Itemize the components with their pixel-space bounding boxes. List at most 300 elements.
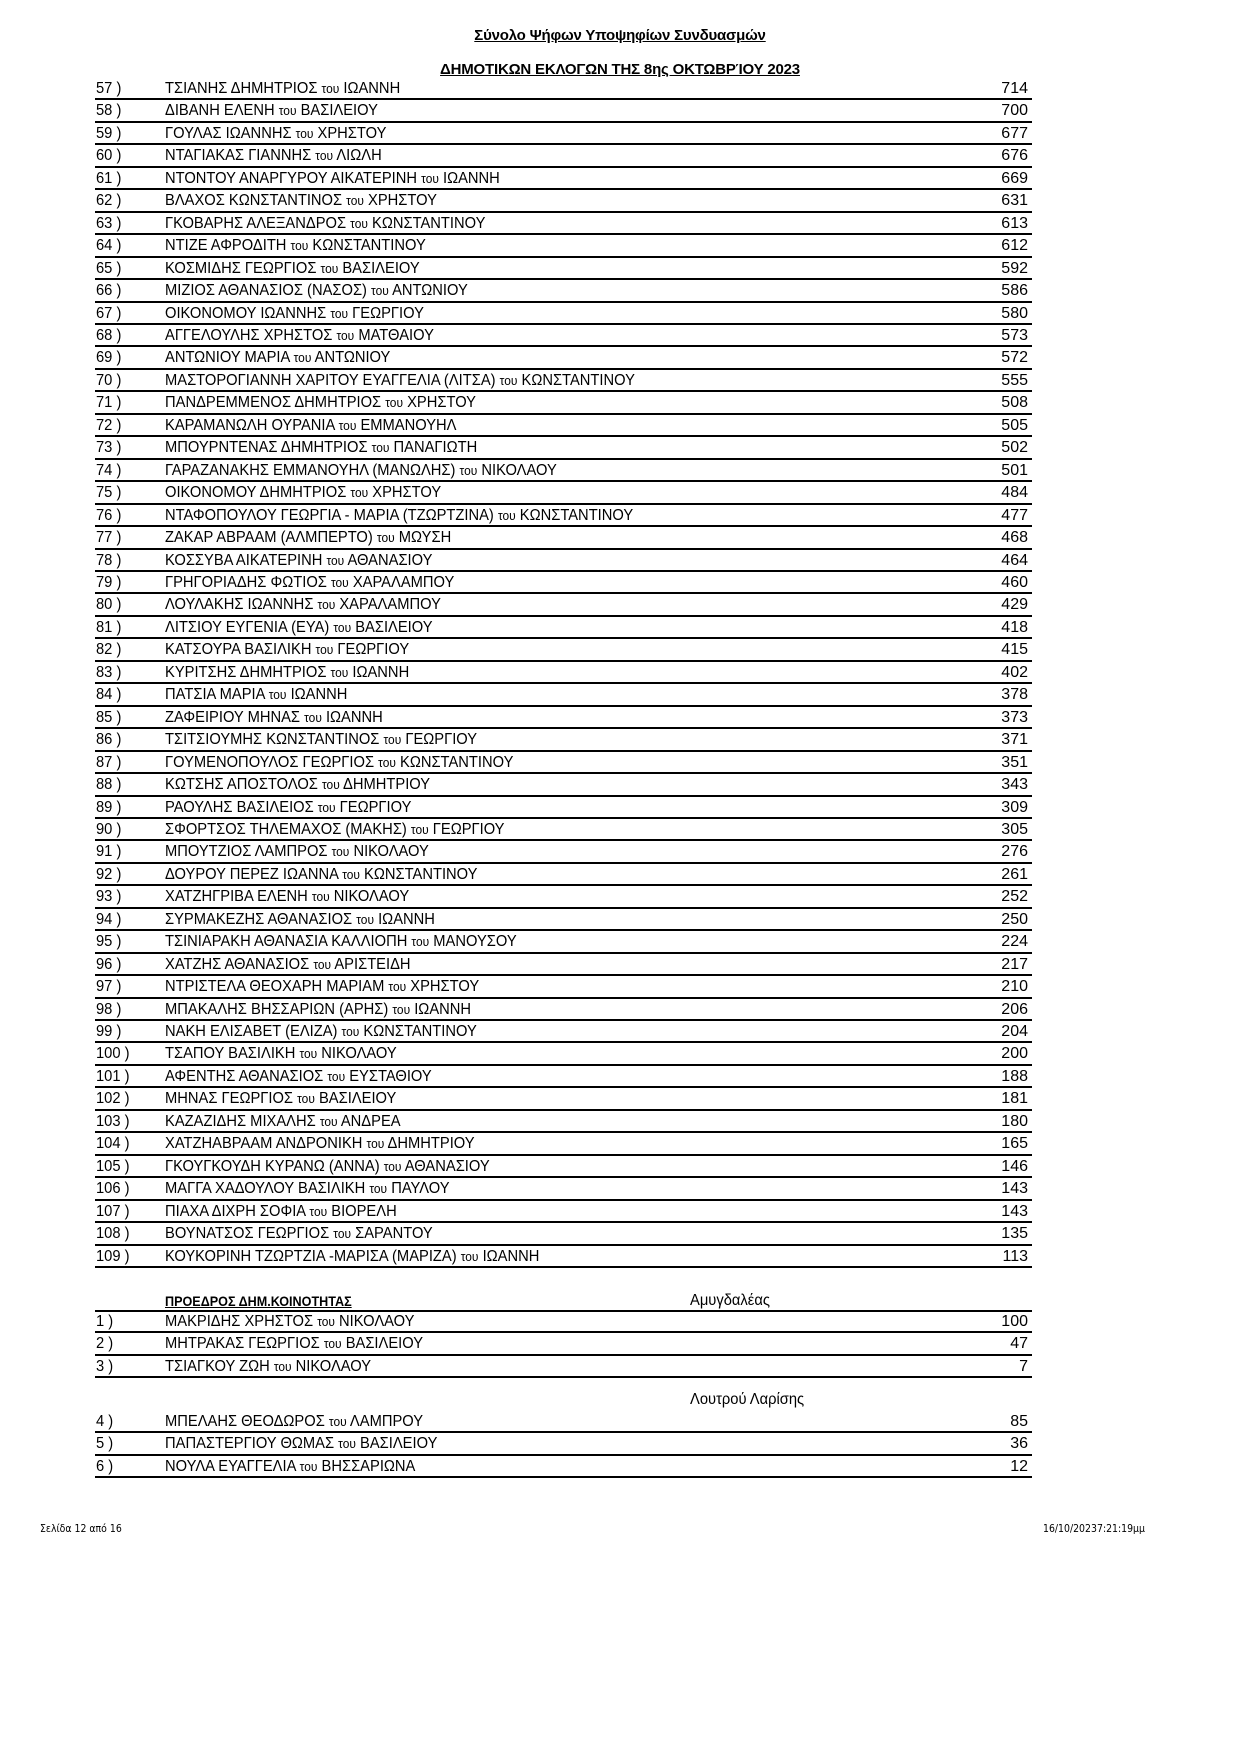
candidate-name [165, 484, 441, 502]
row-number: 70 ) [96, 371, 122, 389]
candidate-father-name: ΜΑΤΘΑΙΟΥ [358, 326, 434, 344]
candidate-father-name: ΜΑΝΟΥΣΟΥ [433, 933, 517, 951]
candidate-tou: του [388, 979, 407, 995]
candidate-surname-given: ΟΙΚΟΝΟΜΟΥ ΔΗΜΗΤΡΙΟΣ [165, 484, 347, 502]
candidate-surname-given: ΜΠΕΛΑΗΣ ΘΕΟΔΩΡΟΣ [165, 1413, 325, 1430]
candidate-tou: του [331, 844, 350, 860]
vote-count: 305 [1001, 820, 1028, 838]
candidate-father-name: ΒΑΣΙΛΕΙΟΥ [342, 259, 420, 277]
candidate-surname-given: ΖΑΦΕΙΡΙΟΥ ΜΗΝΑΣ [165, 708, 301, 726]
row-number: 95 ) [96, 933, 122, 951]
row-number: 91 ) [96, 843, 122, 861]
table-row [95, 1433, 1032, 1455]
candidate-surname-given: ΧΑΤΖΗΑΒΡΑΑΜ ΑΝΔΡΟΝΙΚΗ [165, 1135, 363, 1153]
vote-count: 113 [1002, 1247, 1028, 1265]
candidate-father-name: ΙΩΑΝΝΗ [378, 910, 435, 928]
table-row [95, 886, 1032, 908]
candidate-tou: του [319, 1113, 338, 1129]
table-row [95, 280, 1032, 302]
candidate-name [165, 1090, 396, 1108]
candidate-surname-given: ΔΟΥΡΟΥ ΠΕΡΕΖ ΙΩΑΝΝΑ [165, 865, 339, 883]
candidate-name [165, 1358, 371, 1376]
page-number: Σελίδα 12 από 16 [40, 1522, 122, 1535]
table-row [95, 594, 1032, 616]
candidate-father-name: ΙΩΑΝΝΗ [442, 169, 500, 187]
table-row [95, 527, 1032, 549]
row-number: 1 ) [96, 1313, 114, 1330]
candidate-tou: του [328, 1414, 347, 1429]
candidate-name [165, 1045, 397, 1063]
candidate-tou: του [309, 1203, 328, 1219]
table-row [95, 415, 1032, 437]
candidate-father-name: ΑΡΙΣΤΕΙΔΗ [334, 955, 411, 973]
candidate-tou: του [304, 709, 322, 725]
candidate-father-name: ΝΙΚΟΛΑΟΥ [333, 888, 410, 906]
candidate-tou: του [410, 821, 429, 837]
vote-count: 351 [1001, 753, 1028, 771]
row-number: 89 ) [96, 798, 122, 816]
candidate-surname-given: ΣΥΡΜΑΚΕΖΗΣ ΑΘΑΝΑΣΙΟΣ [165, 910, 353, 928]
candidate-name [165, 170, 500, 188]
candidate-name [165, 843, 429, 861]
candidate-surname-given: ΑΓΓΕΛΟΥΛΗΣ ΧΡΗΣΤΟΣ [165, 326, 333, 344]
candidate-father-name: ΜΩΥΣΗ [398, 529, 452, 547]
candidate-name [165, 1248, 539, 1266]
table-row [95, 1356, 1032, 1378]
vote-count: 631 [1001, 192, 1028, 210]
table-row [95, 752, 1032, 774]
row-number: 77 ) [96, 529, 122, 547]
candidate-surname-given: ΒΟΥΝΑΤΣΟΣ ΓΕΩΡΓΙΟΣ [165, 1225, 330, 1243]
vote-count: 47 [1010, 1335, 1028, 1353]
candidate-name [165, 956, 411, 974]
vote-count: 613 [1001, 214, 1028, 232]
vote-count: 143 [1001, 1202, 1028, 1220]
table-row [95, 729, 1032, 751]
candidate-name [165, 1435, 437, 1453]
row-number: 94 ) [96, 910, 122, 928]
candidate-tou: του [317, 799, 336, 815]
vote-count: 250 [1001, 910, 1028, 928]
table-row [95, 460, 1032, 482]
row-number: 75 ) [96, 484, 122, 502]
table-row [95, 1456, 1032, 1478]
vote-count: 676 [1001, 147, 1028, 165]
table-row [95, 1178, 1032, 1200]
candidate-father-name: ΝΙΚΟΛΑΟΥ [353, 843, 429, 861]
candidate-tou: του [341, 1024, 360, 1040]
candidate-surname-given: ΖΑΚΑΡ ΑΒΡΑΑΜ (ΑΛΜΠΕΡΤΟ) [165, 529, 373, 547]
row-number: 87 ) [96, 753, 122, 771]
candidate-father-name: ΧΡΗΣΤΟΥ [368, 192, 437, 210]
row-number: 93 ) [96, 888, 122, 906]
location-label: Αμυγδαλέας [690, 1292, 770, 1309]
row-number: 107 ) [96, 1202, 130, 1220]
table-row [95, 258, 1032, 280]
candidate-tou: του [385, 395, 404, 411]
candidate-name [165, 1180, 450, 1198]
row-number: 106 ) [96, 1180, 130, 1198]
row-number: 109 ) [96, 1247, 130, 1265]
candidate-tou: του [295, 125, 314, 141]
candidate-name [165, 664, 409, 682]
row-number: 61 ) [96, 169, 122, 187]
candidate-name [165, 1001, 471, 1019]
vote-count: 12 [1010, 1457, 1028, 1475]
vote-count: 429 [1001, 596, 1028, 614]
candidate-tou: του [297, 1091, 315, 1107]
candidate-name [165, 327, 434, 345]
candidate-name [165, 978, 479, 996]
candidate-father-name: ΑΘΑΝΑΣΙΟΥ [347, 551, 433, 569]
row-number: 81 ) [96, 618, 122, 636]
vote-count: 276 [1001, 843, 1028, 861]
candidate-tou: του [311, 889, 330, 905]
candidate-father-name: ΝΙΚΟΛΑΟΥ [321, 1045, 397, 1063]
vote-count: 477 [1001, 506, 1028, 524]
candidate-father-name: ΚΩΝΣΤΑΝΤΙΝΟΥ [364, 865, 478, 883]
candidate-name [165, 911, 435, 929]
candidate-surname-given: ΚΑΖΑΖΙΔΗΣ ΜΙΧΑΛΗΣ [165, 1112, 316, 1130]
table-row [95, 707, 1032, 729]
candidate-name [165, 147, 382, 165]
candidate-tou: του [315, 148, 334, 164]
candidate-father-name: ΕΜΜΑΝΟΥΗΛ [360, 416, 457, 434]
vote-count: 378 [1001, 686, 1028, 704]
candidate-father-name: ΙΩΑΝΝΗ [482, 1247, 540, 1265]
table-row [95, 684, 1032, 706]
candidate-name [165, 1203, 397, 1221]
candidate-tou: του [317, 1314, 335, 1329]
vote-count: 36 [1010, 1435, 1028, 1453]
candidate-name [165, 1458, 415, 1476]
vote-count: 165 [1001, 1135, 1028, 1153]
row-number: 80 ) [96, 596, 122, 614]
candidate-father-name: ΒΑΣΙΛΕΙΟΥ [355, 618, 433, 636]
table-row [95, 325, 1032, 347]
candidate-father-name: ΚΩΝΣΤΑΝΤΙΝΟΥ [372, 214, 486, 232]
candidate-surname-given: ΝΟΥΛΑ ΕΥΑΓΓΕΛΙΑ [165, 1457, 296, 1475]
table-row [95, 662, 1032, 684]
candidate-name [165, 552, 432, 570]
candidate-tou: του [392, 1001, 411, 1017]
candidate-name [165, 574, 454, 592]
candidate-name [165, 80, 400, 98]
candidate-tou: του [322, 777, 340, 793]
vote-count: 418 [1001, 618, 1028, 636]
candidate-surname-given: ΤΣΙΑΝΗΣ ΔΗΜΗΤΡΙΟΣ [165, 80, 318, 97]
vote-count: 508 [1001, 394, 1028, 412]
candidate-tou: του [369, 1181, 388, 1197]
candidate-surname-given: ΜΗΤΡΑΚΑΣ ΓΕΩΡΓΙΟΣ [165, 1335, 320, 1353]
candidate-tou: του [330, 664, 349, 680]
table-row [95, 976, 1032, 998]
table-row [95, 1043, 1032, 1065]
table-row [95, 168, 1032, 190]
candidate-tou: του [278, 103, 297, 119]
table-row [95, 1246, 1032, 1268]
candidate-father-name: ΕΥΣΤΑΘΙΟΥ [349, 1067, 432, 1085]
row-number: 105 ) [96, 1157, 130, 1175]
candidate-father-name: ΧΑΡΑΛΑΜΠΟΥ [352, 573, 455, 591]
candidate-surname-given: ΛΙΤΣΙΟΥ ΕΥΓΕΝΙΑ (ΕΥΑ) [165, 618, 330, 636]
candidate-tou: του [327, 1068, 346, 1084]
row-number: 84 ) [96, 686, 122, 704]
candidate-father-name: ΧΡΗΣΤΟΥ [407, 394, 476, 412]
candidate-father-name: ΒΑΣΙΛΕΙΟΥ [318, 1090, 397, 1108]
table-row [95, 482, 1032, 504]
candidate-tou: του [378, 754, 396, 770]
candidate-father-name: ΝΙΚΟΛΑΟΥ [339, 1313, 415, 1330]
print-time: 7:21:19μμ [1097, 1522, 1145, 1535]
table-row [95, 505, 1032, 527]
candidate-surname-given: ΚΑΤΣΟΥΡΑ ΒΑΣΙΛΙΚΗ [165, 641, 312, 659]
candidate-tou: του [336, 327, 355, 343]
vote-count: 143 [1001, 1180, 1028, 1198]
vote-count: 572 [1001, 349, 1028, 367]
candidate-tou: του [411, 934, 430, 950]
candidate-father-name: ΠΑΝΑΓΙΩΤΗ [393, 439, 478, 457]
row-number: 90 ) [96, 820, 122, 838]
vote-count: 415 [1001, 641, 1028, 659]
candidate-tou: του [315, 642, 334, 658]
document-title: Σύνολο Ψήφων Υποψηφίων Συνδυασμών [474, 27, 766, 44]
candidate-surname-given: ΓΟΥΛΑΣ ΙΩΑΝΝΗΣ [165, 124, 292, 142]
row-number: 71 ) [96, 394, 122, 412]
candidate-father-name: ΓΕΩΡΓΙΟΥ [339, 798, 412, 816]
candidate-tou: του [459, 462, 478, 478]
candidate-tou: του [330, 574, 349, 590]
community-table [95, 1311, 1032, 1378]
vote-count: 669 [1001, 169, 1028, 187]
candidate-father-name: ΧΡΗΣΤΟΥ [410, 978, 480, 996]
candidate-surname-given: ΓΟΥΜΕΝΟΠΟΥΛΟΣ ΓΕΩΡΓΙΟΣ [165, 753, 375, 771]
row-number: 2 ) [96, 1335, 114, 1353]
candidate-surname-given: ΠΑΠΑΣΤΕΡΓΙΟΥ ΘΩΜΑΣ [165, 1435, 335, 1453]
row-number: 3 ) [96, 1357, 114, 1375]
candidate-surname-given: ΜΠΑΚΑΛΗΣ ΒΗΣΣΑΡΙΩΝ (ΑΡΗΣ) [165, 1000, 389, 1018]
vote-count: 464 [1001, 551, 1028, 569]
table-row [95, 145, 1032, 167]
table-row [95, 1223, 1032, 1245]
candidate-surname-given: ΚΟΥΚΟΡΙΝΗ ΤΖΩΡΤΖΙΑ -ΜΑΡΙΣΑ (ΜΑΡΙΖΑ) [165, 1247, 457, 1265]
candidate-tou: του [323, 1336, 342, 1352]
community-section-title: ΠΡΟΕΔΡΟΣ ΔΗΜ.ΚΟΙΝΟΤΗΤΑΣ [165, 1293, 352, 1309]
candidate-surname-given: ΠΙΑΧΑ ΔΙΧΡΗ ΣΟΦΙΑ [165, 1202, 306, 1220]
vote-count: 217 [1001, 955, 1028, 973]
table-row [95, 1201, 1032, 1223]
table-row [95, 550, 1032, 572]
candidate-surname-given: ΑΦΕΝΤΗΣ ΑΘΑΝΑΣΙΟΣ [165, 1067, 324, 1085]
row-number: 83 ) [96, 663, 122, 681]
candidate-father-name: ΝΙΚΟΛΑΟΥ [481, 461, 557, 479]
candidate-tou: του [320, 260, 339, 276]
candidate-father-name: ΑΝΤΩΝΙΟΥ [314, 349, 391, 367]
row-number: 104 ) [96, 1135, 130, 1153]
vote-count: 180 [1001, 1112, 1028, 1130]
row-number: 98 ) [96, 1000, 122, 1018]
candidate-surname-given: ΜΑΚΡΙΔΗΣ ΧΡΗΣΤΟΣ [165, 1313, 314, 1330]
candidate-tou: του [333, 1226, 352, 1242]
row-number: 100 ) [96, 1045, 130, 1063]
table-row [95, 999, 1032, 1021]
table-row [95, 1133, 1032, 1155]
candidate-tou: του [342, 866, 360, 882]
candidate-surname-given: ΠΑΤΣΙΑ ΜΑΡΙΑ [165, 686, 265, 704]
candidate-father-name: ΔΗΜΗΤΡΙΟΥ [343, 776, 431, 794]
candidate-surname-given: ΛΟΥΛΑΚΗΣ ΙΩΑΝΝΗΣ [165, 596, 314, 614]
row-number: 88 ) [96, 776, 122, 794]
candidate-surname-given: ΝΤΑΦΟΠΟΥΛΟΥ ΓΕΩΡΓΙΑ - ΜΑΡΙΑ (ΤΖΩΡΤΖΙΝΑ) [165, 506, 494, 524]
candidate-surname-given: ΠΑΝΔΡΕΜΜΕΝΟΣ ΔΗΜΗΤΡΙΟΣ [165, 394, 382, 412]
row-number: 102 ) [96, 1090, 130, 1108]
candidate-father-name: ΒΑΣΙΛΕΙΟΥ [300, 102, 378, 120]
candidate-father-name: ΧΡΗΣΤΟΥ [372, 484, 442, 502]
candidate-father-name: ΙΩΑΝΝΗ [290, 686, 348, 704]
vote-count: 460 [1001, 573, 1028, 591]
candidate-surname-given: ΣΦΟΡΤΣΟΣ ΤΗΛΕΜΑΧΟΣ (ΜΑΚΗΣ) [165, 820, 407, 838]
candidate-father-name: ΓΕΩΡΓΙΟΥ [405, 731, 478, 749]
document-subtitle: ΔΗΜΟΤΙΚΩΝ ΕΚΛΟΓΩΝ ΤΗΣ 8ης ΟΚΤΩΒΡΊΟΥ 2023 [440, 61, 800, 78]
vote-count: 100 [1001, 1313, 1028, 1330]
table-row [95, 841, 1032, 863]
table-row [95, 235, 1032, 257]
candidate-name [165, 1335, 423, 1353]
candidate-name [165, 709, 383, 727]
candidate-surname-given: ΤΣΑΠΟΥ ΒΑΣΙΛΙΚΗ [165, 1045, 296, 1063]
row-number: 99 ) [96, 1023, 122, 1041]
vote-count: 373 [1001, 708, 1028, 726]
candidate-surname-given: ΟΙΚΟΝΟΜΟΥ ΙΩΑΝΝΗΣ [165, 304, 327, 322]
vote-count: 580 [1001, 304, 1028, 322]
candidate-name [165, 192, 437, 210]
candidate-father-name: ΛΑΜΠΡΟΥ [349, 1413, 424, 1430]
candidate-name [165, 1135, 475, 1153]
location-label: Λουτρού Λαρίσης [690, 1391, 805, 1408]
candidate-name [165, 1313, 414, 1331]
table-row [95, 864, 1032, 886]
candidate-father-name: ΝΙΚΟΛΑΟΥ [295, 1357, 372, 1375]
row-number: 60 ) [96, 147, 122, 165]
table-row [95, 1088, 1032, 1110]
candidate-tou: του [376, 530, 395, 546]
table-row [95, 774, 1032, 796]
candidate-tou: του [299, 1458, 318, 1474]
candidate-father-name: ΚΩΝΣΤΑΝΤΙΝΟΥ [363, 1023, 477, 1041]
community-section-header [95, 1290, 1032, 1312]
row-number: 74 ) [96, 461, 122, 479]
candidate-father-name: ΠΑΥΛΟΥ [391, 1180, 450, 1198]
vote-count: 204 [1001, 1023, 1028, 1041]
candidate-surname-given: ΧΑΤΖΗΣ ΑΘΑΝΑΣΙΟΣ [165, 955, 310, 973]
vote-count: 371 [1001, 731, 1028, 749]
row-number: 4 ) [96, 1413, 114, 1430]
candidate-name [165, 888, 409, 906]
candidate-father-name: ΔΗΜΗΤΡΙΟΥ [387, 1135, 475, 1153]
candidate-name [165, 933, 517, 951]
table-row [95, 1333, 1032, 1355]
row-number: 62 ) [96, 192, 122, 210]
candidate-tou: του [317, 597, 336, 613]
candidate-surname-given: ΝΤΑΓΙΑΚΑΣ ΓΙΑΝΝΗΣ [165, 147, 312, 165]
vote-count: 7 [1019, 1357, 1028, 1375]
candidate-father-name: ΚΩΝΣΤΑΝΤΙΝΟΥ [312, 237, 426, 255]
row-number: 64 ) [96, 237, 122, 255]
row-number: 85 ) [96, 708, 122, 726]
candidate-name [165, 507, 633, 525]
row-number: 58 ) [96, 102, 122, 120]
candidate-father-name: ΚΩΝΣΤΑΝΤΙΝΟΥ [519, 506, 634, 524]
candidate-father-name: ΓΕΩΡΓΙΟΥ [432, 820, 505, 838]
candidate-tou: του [326, 552, 345, 568]
candidate-tou: του [371, 440, 390, 456]
candidate-name [165, 1413, 423, 1431]
row-number: 65 ) [96, 259, 122, 277]
table-row [95, 819, 1032, 841]
candidate-name [165, 394, 476, 412]
row-number: 96 ) [96, 955, 122, 973]
vote-count: 200 [1001, 1045, 1028, 1063]
candidate-father-name: ΧΑΡΑΛΑΜΠΟΥ [339, 596, 441, 614]
candidate-surname-given: ΜΠΟΥΡΝΤΕΝΑΣ ΔΗΜΗΤΡΙΟΣ [165, 439, 368, 457]
table-row [95, 213, 1032, 235]
candidate-surname-given: ΝΤΡΙΣΤΕΛΑ ΘΕΟΧΑΡΗ ΜΑΡΙΑΜ [165, 978, 385, 996]
candidate-surname-given: ΝΑΚΗ ΕΛΙΣΑΒΕΤ (ΕΛΙΖΑ) [165, 1023, 338, 1041]
table-row [95, 1411, 1032, 1433]
candidate-surname-given: ΚΑΡΑΜΑΝΩΛΗ ΟΥΡΑΝΙΑ [165, 416, 335, 434]
table-row [95, 370, 1032, 392]
vote-count: 181 [1001, 1090, 1028, 1108]
vote-count: 261 [1001, 865, 1028, 883]
candidate-name [165, 821, 505, 839]
candidate-surname-given: ΤΣΙΑΓΚΟΥ ΖΩΗ [165, 1357, 270, 1375]
table-row [95, 1311, 1032, 1333]
candidate-father-name: ΣΑΡΑΝΤΟΥ [355, 1225, 433, 1243]
candidate-tou: του [460, 1248, 479, 1264]
table-row [95, 1021, 1032, 1043]
vote-count: 573 [1001, 326, 1028, 344]
candidate-surname-given: ΓΚΟΥΓΚΟΥΔΗ ΚΥΡΑΝΩ (ΑΝΝΑ) [165, 1157, 380, 1175]
candidate-surname-given: ΑΝΤΩΝΙΟΥ ΜΑΡΙΑ [165, 349, 290, 367]
candidate-tou: του [371, 283, 389, 299]
table-row [95, 100, 1032, 122]
candidate-tou: του [497, 507, 516, 523]
candidate-surname-given: ΜΗΝΑΣ ΓΕΩΡΓΙΟΣ [165, 1090, 294, 1108]
candidate-father-name: ΑΝΔΡΕΑ [340, 1112, 401, 1130]
candidate-name [165, 1225, 433, 1243]
candidate-name [165, 776, 430, 794]
candidate-surname-given: ΧΑΤΖΗΓΡΙΒΑ ΕΛΕΝΗ [165, 888, 308, 906]
vote-count: 555 [1001, 371, 1028, 389]
candidate-father-name: ΓΕΩΡΓΙΟΥ [352, 304, 424, 322]
vote-count: 677 [1001, 124, 1028, 142]
candidate-tou: του [338, 417, 357, 433]
table-row [95, 954, 1032, 976]
candidate-tou: του [273, 1358, 292, 1374]
candidate-name [165, 596, 441, 614]
vote-count: 135 [1001, 1225, 1028, 1243]
candidate-tou: του [321, 81, 340, 96]
candidate-surname-given: ΝΤΟΝΤΟΥ ΑΝΑΡΓΥΡΟΥ ΑΙΚΑΤΕΡΙΝΗ [165, 169, 418, 187]
row-number: 101 ) [96, 1067, 130, 1085]
candidate-tou: του [293, 350, 312, 366]
table-row [95, 303, 1032, 325]
row-number: 76 ) [96, 506, 122, 524]
candidate-surname-given: ΤΣΙΤΣΙΟΥΜΗΣ ΚΩΝΣΤΑΝΤΙΝΟΣ [165, 731, 380, 749]
candidate-father-name: ΛΙΩΛΗ [336, 147, 382, 165]
vote-count: 484 [1001, 484, 1028, 502]
candidate-surname-given: ΚΟΣΣΥΒΑ ΑΙΚΑΤΕΡΙΝΗ [165, 551, 323, 569]
